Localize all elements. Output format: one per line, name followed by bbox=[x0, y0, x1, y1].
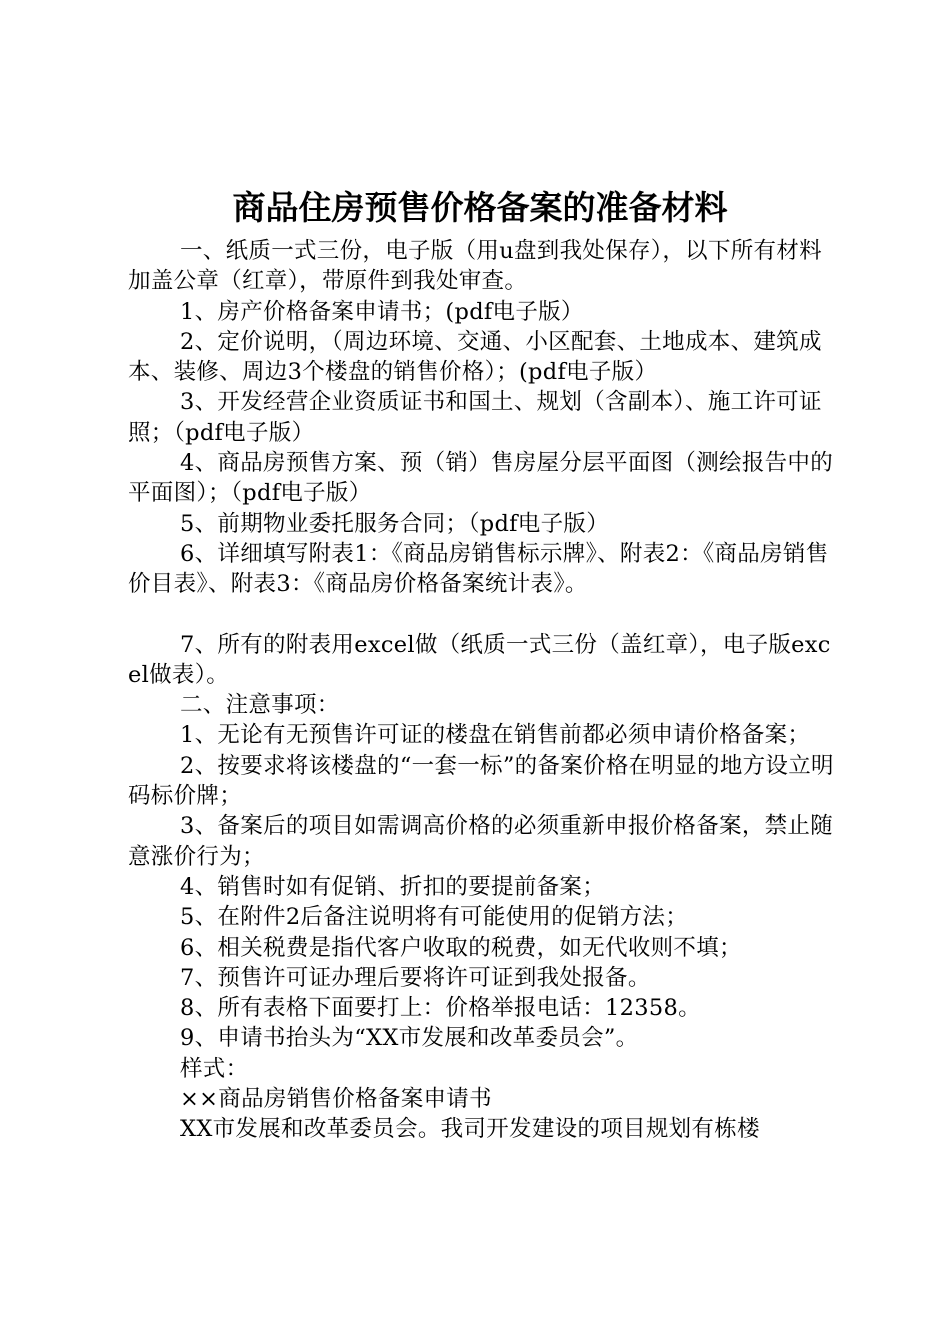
note-item-9: 9、申请书抬头为“XX市发展和改革委员会”。 bbox=[180, 1025, 639, 1052]
paragraph-intro: 一、纸质一式三份，电子版（用u盘到我处保存），以下所有材料加盖公章（红章），带原件到我处审查。 bbox=[128, 238, 822, 295]
note-item-3: 3、备案后的项目如需调高价格的必须重新申报价格备案，禁止随意涨价行为； bbox=[128, 813, 834, 870]
paragraph-item-2: 2、定价说明，（周边环境、交通、小区配套、土地成本、建筑成本、装修、周边3个楼盘的销售价格）；(pdf电子版） bbox=[128, 328, 822, 386]
note-item-5: 5、在附件2后备注说明将有可能使用的促销方法； bbox=[180, 904, 689, 931]
note-item-4: 4、销售时如有促销、折扣的要提前备案； bbox=[180, 873, 606, 900]
sample-label: 样式： bbox=[180, 1055, 249, 1082]
paragraph-item-7: 7、所有的附表用excel做（纸质一式三份（盖红章），电子版excel做表）。 bbox=[128, 631, 831, 688]
note-item-1: 1、无论有无预售许可证的楼盘在销售前都必须申请价格备案； bbox=[180, 722, 811, 749]
sample-body-line: XX市发展和改革委员会。我司开发建设的项目规划有栋楼 bbox=[180, 1116, 760, 1143]
note-item-8: 8、所有表格下面要打上：价格举报电话：12358。 bbox=[180, 995, 701, 1022]
note-item-2: 2、按要求将该楼盘的“一套一标”的备案价格在明显的地方设立明码标价牌； bbox=[128, 752, 834, 810]
sample-title: ××商品房销售价格备案申请书 bbox=[180, 1086, 492, 1113]
document-title: 商品住房预售价格备案的准备材料 bbox=[232, 188, 728, 227]
note-item-7: 7、预售许可证办理后要将许可证到我处报备。 bbox=[180, 964, 651, 991]
section-heading-notes: 二、注意事项： bbox=[180, 692, 340, 719]
paragraph-item-4: 4、商品房预售方案、预（销）售房屋分层平面图（测绘报告中的平面图）；（pdf电子版） bbox=[128, 450, 834, 507]
note-item-6: 6、相关税费是指代客户收取的税费，如无代收则不填； bbox=[180, 934, 742, 961]
document-body bbox=[128, 236, 838, 1145]
paragraph-item-3: 3、开发经营企业资质证书和国土、规划（含副本）、施工许可证照；（pdf电子版） bbox=[128, 389, 822, 446]
paragraph-item-5: 5、前期物业委托服务合同；（pdf电子版） bbox=[180, 510, 609, 537]
paragraph-item-6: 6、详细填写附表1：《商品房销售标示牌》、附表2：《商品房销售价目表》、附表3：《商品房价格备案统计表》。 bbox=[128, 540, 829, 598]
paragraph-item-1: 1、房产价格备案申请书；(pdf电子版） bbox=[180, 298, 584, 325]
